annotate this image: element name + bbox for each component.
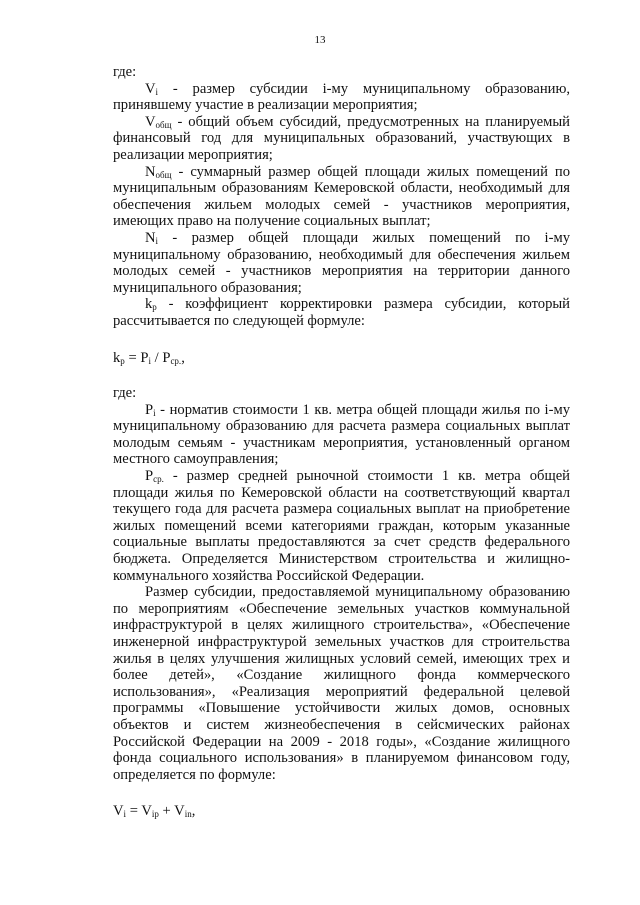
definition-nobsh: $N_{общ}$ - суммарный размер общей площади жилых помещений по муниципальным образованиям Кемеровской области, необходимый для обеспечения жильем молодых семей - участников мероприятия, имеющих право на получение социальных выплат; [113, 163, 570, 230]
page-number: 13 [314, 34, 326, 46]
definition-pi: $P_i$ - норматив стоимости 1 кв. метра общей площади жилья по i-му муниципальному образованию для расчета размера социальных выплат молодым семьям - участникам мероприятия, установленный органом местного самоуправления; [113, 401, 570, 468]
where-label-2: где: [113, 385, 137, 402]
definition-kp: $k_р$ - коэффициент корректировки размера субсидии, который рассчитывается по следующей формуле: [113, 296, 570, 329]
definition-ni: $N_i$ - размер общей площади жилых помещений по i-му муниципальному образованию, необходимый для обеспечения жильем молодых семей - участников мероприятия на территории данного муниципального образования; [113, 229, 570, 296]
document-body [113, 64, 570, 820]
formula-vi: $V_i = V_{ip} + V_{in}$, [113, 803, 196, 820]
definition-vi: $V_i$ - размер субсидии i-му муниципальному образованию, принявшему участие в реализации мероприятия; [113, 80, 570, 114]
subsidy-paragraph: Размер субсидии, предоставляемой муниципальному образованию по мероприятиям «Обеспечение земельных участков коммунальной инфраструктурой в целях жилищного строительства», «Обеспечение инженерной инфраструктурой земельных участков для строительства жилья в целях улучшения жилищных условий семей, имеющих трех и более детей», «Создание жилищного фонда коммерческого использования», «Реализация мероприятий федеральной целевой программы «Повышение устойчивости жилых домов, основных объектов и систем жизнеобеспечения в сейсмических районах Российской Федерации на 2009 - 2018 годы», «Создание жилищного фонда социального использования» в планируемом финансовом году, определяется по формуле: [113, 584, 570, 783]
where-label: где: [113, 64, 137, 80]
formula-kp: $k_р = P_i / P_{ср.}$, [113, 349, 185, 366]
definition-vobsh: $V_{общ}$ - общий объем субсидий, предусмотренных на планируемый финансовый год для муниципальных образований, участвующих в реализации мероприятия; [113, 113, 570, 163]
definition-psr: $P_{ср.}$ - размер средней рыночной стоимости 1 кв. метра общей площади жилья по Кемеровской области на соответствующий квартал текущего года для расчета размера социальных выплат на приобретение жилых помещений всеми категориями граждан, которым указанные социальные выплаты предоставляются за счет средств федерального бюджета. Определяется Министерством строительства и жилищно-коммунального хозяйства Российской Федерации. [113, 468, 570, 584]
